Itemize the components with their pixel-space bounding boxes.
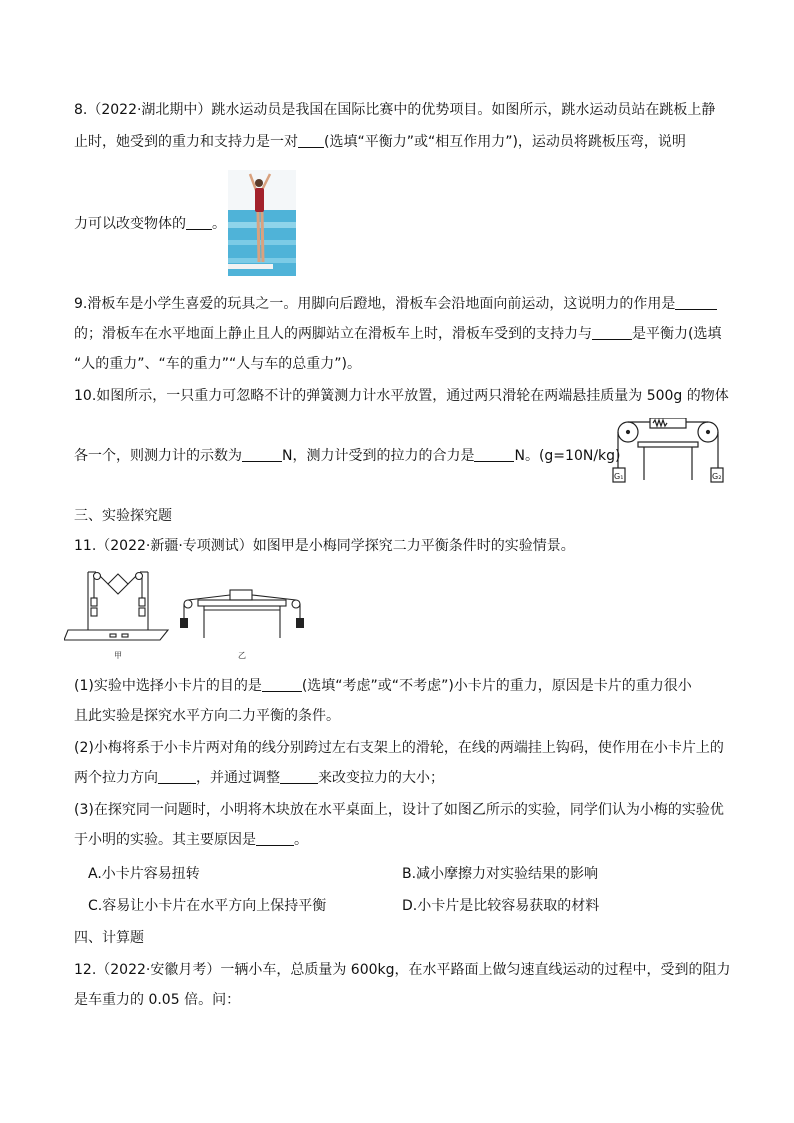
answer-blank[interactable] <box>592 325 632 340</box>
q12-line2: 是车重力的 0.05 倍。问： <box>74 992 241 1008</box>
q11-part1-line2: 且此实验是探究水平方向二力平衡的条件。 <box>74 708 340 724</box>
q11-part3-line2: 于小明的实验。其主要原因是 。 <box>74 832 308 848</box>
q12-line1: 12.（2022·安徽月考）一辆小车，总质量为 600kg，在水平路面上做匀速直线运动的过程中，受到的阻力 <box>74 962 731 978</box>
q8-line3: 力可以改变物体的 。 <box>74 216 226 232</box>
fig-label-jia: 甲 <box>114 651 122 660</box>
section-title-calculation: 四、计算题 <box>74 930 144 946</box>
q9-line3: “人的重力”、“车的重力”“人与车的总重力”)。 <box>74 356 361 372</box>
diver-image <box>228 170 296 276</box>
q8-line2: 止时，她受到的重力和支持力是一对 (选填“平衡力”或“相互作用力”)，运动员将跳板压弯，说明 <box>74 134 686 150</box>
answer-blank[interactable] <box>158 769 196 784</box>
spring-scale-figure <box>612 418 724 488</box>
answer-blank[interactable] <box>186 215 212 230</box>
option-a[interactable]: A.小卡片容易扭转 <box>88 866 200 882</box>
experiment-figure <box>64 562 304 666</box>
q11-part3-line1: (3)在探究同一问题时，小明将木块放在水平桌面上，设计了如图乙所示的实验，同学们认为小梅的实验优 <box>74 802 724 818</box>
answer-blank[interactable] <box>242 447 282 462</box>
fig-label-yi: 乙 <box>238 651 246 660</box>
answer-blank[interactable] <box>298 133 324 148</box>
option-d[interactable]: D.小卡片是比较容易获取的材料 <box>402 898 600 914</box>
answer-blank[interactable] <box>280 769 318 784</box>
answer-blank[interactable] <box>262 677 302 692</box>
g2-label: G₂ <box>712 472 722 481</box>
q9-line1: 9.滑板车是小学生喜爱的玩具之一。用脚向后蹬地，滑板车会沿地面向前运动，这说明力的作用是 <box>74 294 717 314</box>
q11-part1-line1: (1)实验中选择小卡片的目的是 (选填“考虑”或“不考虑”)小卡片的重力，原因是卡片的重力很小 <box>74 678 692 694</box>
g1-label: G₁ <box>614 472 624 481</box>
option-b[interactable]: B.减小摩擦力对实验结果的影响 <box>402 866 599 882</box>
q11-part2-line2: 两个拉力方向 ，并通过调整 来改变拉力的大小； <box>74 770 444 786</box>
q9-line2: 的；滑板车在水平地面上静止且人的两脚站立在滑板车上时，滑板车受到的支持力与 是平衡力(选填 <box>74 326 722 342</box>
answer-blank[interactable] <box>474 447 514 462</box>
q11-part2-line1: (2)小梅将系于小卡片两对角的线分别跨过左右支架上的滑轮，在线的两端挂上钩码，使作用在小卡片上的 <box>74 740 724 756</box>
answer-blank[interactable] <box>675 295 717 310</box>
q11-stem: 11.（2022·新疆·专项测试）如图甲是小梅同学探究二力平衡条件时的实验情景。 <box>74 538 575 554</box>
answer-blank[interactable] <box>256 831 294 846</box>
option-c[interactable]: C.容易让小卡片在水平方向上保持平衡 <box>88 898 327 914</box>
section-title-experiment: 三、实验探究题 <box>74 508 172 524</box>
q10-line1: 10.如图所示，一只重力可忽略不计的弹簧测力计水平放置，通过两只滑轮在两端悬挂质量为 500g 的物体 <box>74 388 729 404</box>
q8-line1: 8.（2022·湖北期中）跳水运动员是我国在国际比赛中的优势项目。如图所示，跳水运动员站在跳板上静 <box>74 102 716 118</box>
q10-line2: 各一个，则测力计的示数为 N，测力计受到的拉力的合力是 N。(g=10N/kg) <box>74 448 621 464</box>
